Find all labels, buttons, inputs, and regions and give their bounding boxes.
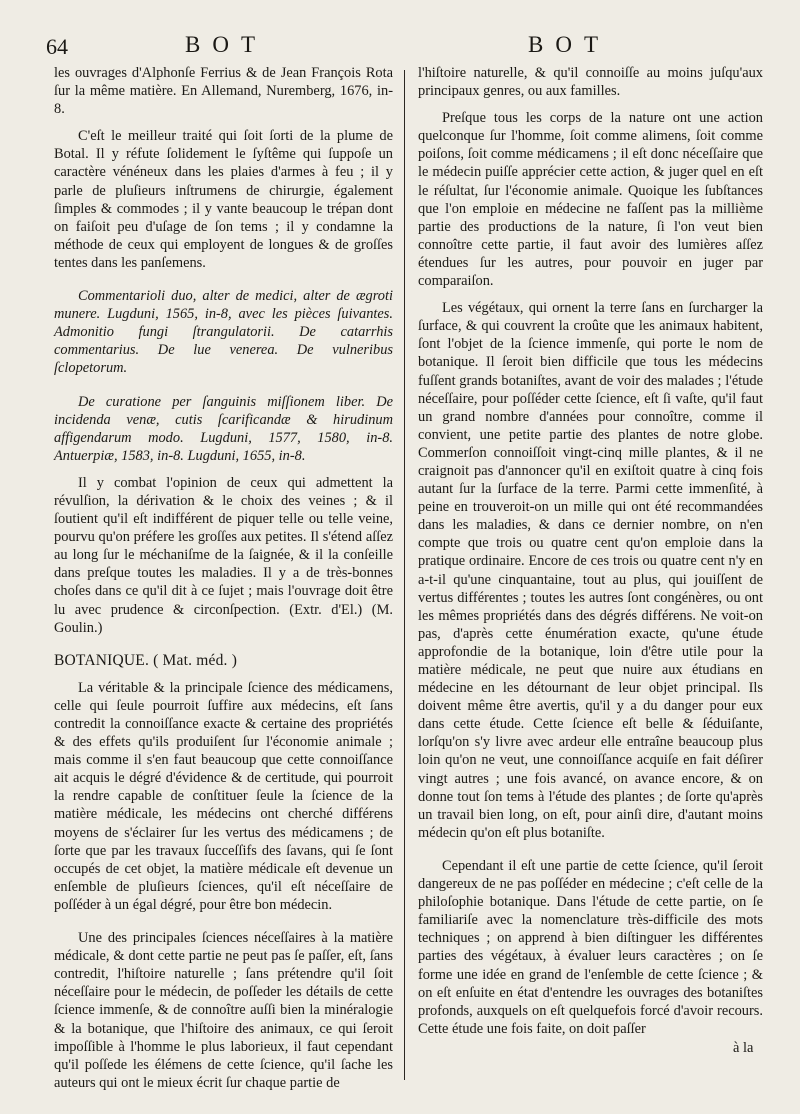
page-number: 64 (46, 34, 68, 59)
paragraph: l'hiſtoire naturelle, & qu'il connoiſſe au moins juſqu'aux principaux genres, ou aux familles. (418, 65, 763, 100)
running-head-left: BOT (185, 32, 267, 57)
bibliography-entry (54, 287, 393, 377)
paragraph: les ouvrages d'Alphonſe Ferrius & de Jean François Rota ſur la même matière. En Allemand, Nuremberg, 1676, in-8. (54, 65, 393, 118)
bibliography-entry (54, 393, 393, 465)
citation-text: De curatione per ſanguinis miſſionem liber. De incidenda venæ, cutis ſcarificandæ & hirudinum affigendarum modo. Lugduni, 1577, 1580, in-8. Antuerpiæ, 1583, in-8. Lugduni, 1655, in-8. (54, 393, 393, 464)
column-rule (404, 70, 405, 1080)
paragraph: Une des principales ſciences néceſſaires à la matière médicale, & dont cette partie ne peut pas ſe paſſer, eſt, ſans contredit, l'hiſtoire naturelle ; ſans prétendre qu'il ſoit néceſſaire pour le médecin, de poſſeder les détails de cette ſcience immenſe, & de connoître auſſi bien la minéralogie & la botanique, que l'hiſtoire des animaux, ce qui ſeroit impoſſible à l'homme le plus laborieux, il faut cependant qu'il poſſede les élémens de cette ſcience, qu'il ſache les auteurs qui ont le mieux écrit ſur chaque partie de (54, 930, 393, 1091)
citation-text: Commentarioli duo, alter de medici, alter de ægroti munere. Lugduni, 1565, in-8, avec les pièces ſuivantes. Admonitio fungi ſtrangulatorii. De catarrhis commentarius. De lue venerea. De vulneribus ſclopetorum. (54, 288, 393, 377)
running-head-right: BOT (528, 32, 610, 57)
left-column (54, 64, 393, 1092)
paragraph: La véritable & la principale ſcience des médicamens, celle qui ſeule pourroit ſuffire aux médecins, eſt ſans contredit la connoiſſance exacte & certaine des propriétés & des effets qu'ils produiſent ſur l'économie animale ; mais comme il s'en faut beaucoup que cette connoiſſance ait acquis le dégré d'évidence & de certitude, qui pourroit la rendre capable de conſtituer ſeule la ſcience de la matière médicale, les médecins ont cherché différens moyens de s'éclairer ſur les vertus des médicamens ; de ſorte que par les travaux ſucceſſifs des ſavans, qui ſe ſont occupés de cet objet, la matière médicale eſt devenue un enſemble de pluſieurs ſciences, qu'il eſt néceſſaire de poſſéder à un égal dégré, pour être bon médecin. (54, 679, 393, 913)
paragraph: Les végétaux, qui ornent la terre ſans en ſurcharger la ſurface, & qui couvrent la croûte que les animaux habitent, ſont l'objet de la ſcience immenſe, qui porte le nom de botanique. Il ſeroit bien difficile que tous les médecins fuſſent grands botaniſtes, avant de voir des malades ; l'étude néceſſaire, pour poſſéder cette ſcience, eſt ſi vaſte, qu'il faut un grand nombre d'années pour connoître, comme il convient, une petite partie des plantes de notre globe. Commerſon connoiſſoit vingt-cinq mille plantes, & il ne craignoit pas d'annoncer qu'il en exiſtoit quatre à cinq fois autant ſur la ſurface de la terre. Parmi cette immenſité, à peine en trouveroit-on un mille qui ont été recommandées dans les maladies, & dans ce dernier nombre, on n'en compte que trois ou quatre cent qu'on emploie dans la pratique ordinaire. Encore de ces trois ou quatre cent n'y en a-t-il qu'une cinquantaine, tout au plus, qui jouiſſent de vertus différentes ; toutes les autres ſont congénères, ou ont les mêmes propriétés dans des dégrés différens. Ne voit-on pas, d'après cette énumération exacte, qu'une étude approfondie de la botanique, loin d'être utile pour la matière médicale, ne peut que nuire aux étudians en médecine en les détournant de leur objet principal. Ils doivent même être avertis, qu'il y a du danger pour eux dans cette étude. Cette ſcience eſt belle & ſéduiſante, lorſqu'on s'y livre avec ardeur elle entraîne beaucoup plus loin qu'on ne veut, une connoiſſance acquiſe en fait déſirer vingt autres ; une fois avancé, on avance encore, & on donne tout ſon tems à l'étude des plantes ; de ſorte qu'après un travail bien long, on eſt, pour ainſi dire, d'autant moins médecin qu'on eſt plus botaniſte. (418, 300, 763, 841)
paragraph: C'eſt le meilleur traité qui ſoit ſorti de la plume de Botal. Il y réfute ſolidement le ſyſtême qui ſuppoſe un caractère vénéneux dans les plaies d'armes à feu ; il y parle de pluſieurs inſtrumens de chirurgie, également ſimples & commodes ; il y vante beaucoup le trépan dont on faiſoit peu d'uſage de ſon tems ; il y condamne la méthode de ceux qui employent de longues & de groſſes tentes dans les panſemens. (54, 128, 393, 271)
article-heading: BOTANIQUE. ( Mat. méd. ) (54, 651, 238, 669)
paragraph: Il y combat l'opinion de ceux qui admettent la révulſion, la dérivation & le choix des veines ; & il ſoutient qu'il eſt indifférent de piquer telle ou telle veine, pourvu qu'on préfere les groſſes aux petites. Il s'étend aſſez au long ſur le méchaniſme de la ſaignée, & il la conſeille dans preſque toutes les maladies. Il y a de très-bonnes choſes dans ce qu'il dit à ce ſujet ; mais l'ouvrage doit être lu avec prudence & circonſpection. (Extr. d'El.) (M. Goulin.) (54, 474, 393, 636)
catchword: à la (733, 1040, 754, 1056)
right-column (418, 64, 763, 1038)
page-header (0, 28, 800, 62)
paragraph: Preſque tous les corps de la nature ont une action quelconque ſur l'homme, ſoit comme alimens, ſoit comme poiſons, ſoit comme médicamens ; il eſt donc néceſſaire que le médecin puiſſe apprécier cette action, & juger quel en eſt le réſultat, ſur l'économie animale. Quoique les ſubſtances que l'on emploie en médecine ne faſſent pas la millième partie des productions de la nature, ſi l'on veut bien connoître cette partie, il faut avoir des lumières aſſez étendues ſur les autres, pour pouvoir en juger par comparaiſon. (418, 110, 763, 290)
paragraph: Cependant il eſt une partie de cette ſcience, qu'il ſeroit dangereux de ne pas poſſéder en médecine ; c'eſt celle de la philoſophie botanique. Dans l'étude de cette partie, on ſe familiariſe avec la nomenclature très-difficile des mots techniques ; on apprend à bien diſtinguer les différentes parties des végétaux, à évaluer leurs caractères ; on ſe forme une idée en grand de l'enſemble de cette ſcience ; & on eſt enſuite en état d'entendre les ouvrages des botaniſtes profonds, auxquels on eſt quelquefois forcé d'avoir recours. Cette étude une fois faite, on doit paſſer (418, 857, 763, 1037)
